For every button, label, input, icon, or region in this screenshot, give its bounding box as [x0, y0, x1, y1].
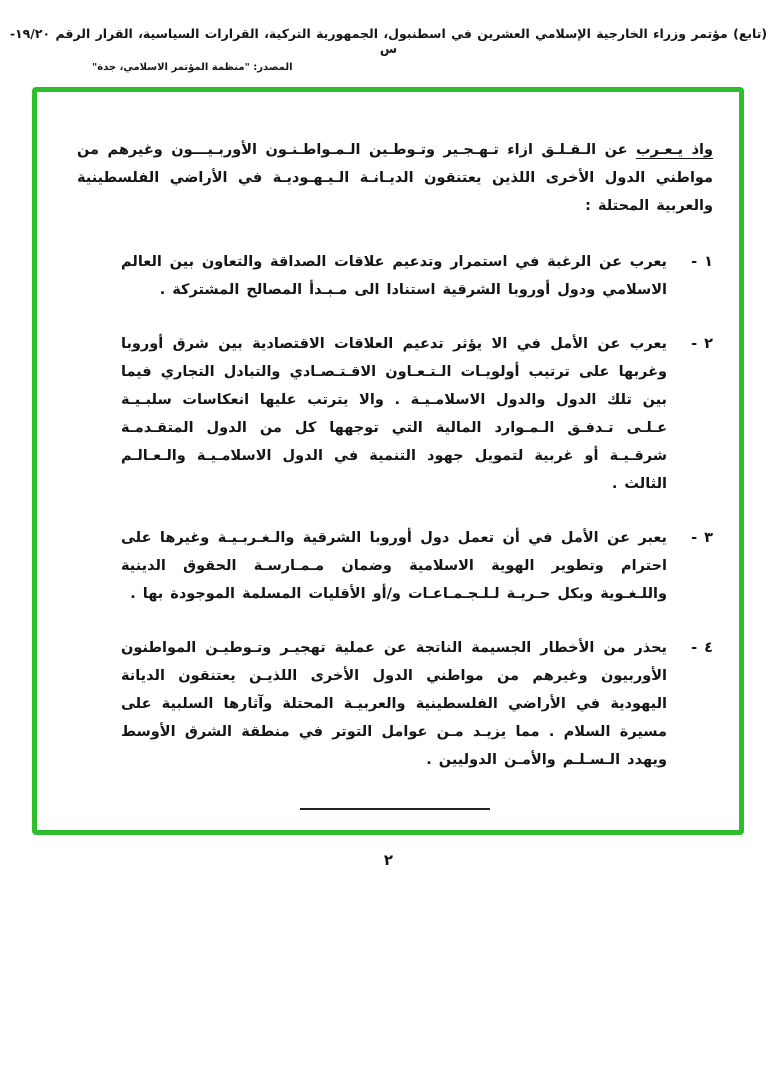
intro-text: عن الـقـلـق ازاء تـهـجـير وتـوطـين الـمـواطـنـون الأوربـيـــون وغيرهم من مواطني الدول الأخرى اللذين يعتنقون الديـانـة الـيـهـوديـة في الأراضي الفلسطينية والعربية المحتلة :: [77, 142, 713, 214]
page-number: ٢: [383, 851, 394, 869]
item-text: يعرب عن الرغبة في استمرار وتدعيم علاقات الصداقة والتعاون بين العالم الاسلامي ودول أوروبا الشرقية استنادا الى مـبـدأ المصالح المشتركة .: [121, 254, 667, 298]
item-number: ٣ -: [691, 530, 713, 546]
document-body: [37, 92, 739, 830]
document-source-line: المصدر: "منظمة المؤتمر الاسلامي، جدة": [92, 62, 293, 73]
list-item: [77, 248, 713, 304]
end-separator: [300, 808, 490, 810]
item-text: يعبر عن الأمل في أن تعمل دول أوروبا الشرقية والـغـربـيـة وغيرها على احترام وتطوير الهوية الاسلامية وضمان مـمـارسـة الحقوق الدينية واللـغـوية وبكل حـريـة لـلـجـمـاعـات و/أو الأقليات المسلمة الموجودة بها .: [121, 530, 667, 602]
list-item: [77, 330, 713, 498]
item-number: ٢ -: [691, 336, 713, 352]
item-text: يحذر من الأخطار الجسيمة الناتجة عن عملية تهجيـر وتـوطيـن المواطنون الأوربيون وغيرهم من مواطني الدول الأخرى اللذيـن يعتنقون الديانة اليهودية في الأراضي الفلسطينية والعربيـة المحتلة وآثارها السلبية على مسيرة السلام . مما يزيـد مـن عوامل التوتر في منطقة الشرق الأوسط ويهدد الـسـلـم والأمـن الدوليين .: [121, 640, 667, 768]
content-frame: [32, 87, 744, 835]
intro-paragraph: [77, 136, 713, 220]
intro-underlined-text: واذ يـعـرب: [635, 142, 713, 158]
list-item: [77, 524, 713, 608]
item-number: ٤ -: [691, 640, 713, 656]
document-title-line: (تابع) مؤتمر وزراء الخارجية الإسلامي العشرين في اسطنبول، الجمهورية التركية، القرارات السياسية، القرار الرقم ١٩/٢٠-س: [9, 26, 768, 56]
document-header: [0, 0, 777, 73]
item-text: يعرب عن الأمل في الا يؤثر تدعيم العلاقات الاقتصادية بين شرق أوروبا وغربها على ترتيب أولويـات الـتـعـاون الاقـتـصـادي والتبادل التجاري فيما بين تلك الدول والدول الاسلامـيـة . والا يترتب عليها انعكاسات سلبـيـة عـلـى تـدفـق الـمـوارد المالية التي توجهها كل من الدول المتقـدمـة شرقـيـة أو غربية لتمويل جهود التنمية في الدول الاسلامـيـة والـعـالـم الثالث .: [121, 336, 667, 492]
item-number: ١ -: [691, 254, 713, 270]
list-item: [77, 634, 713, 774]
